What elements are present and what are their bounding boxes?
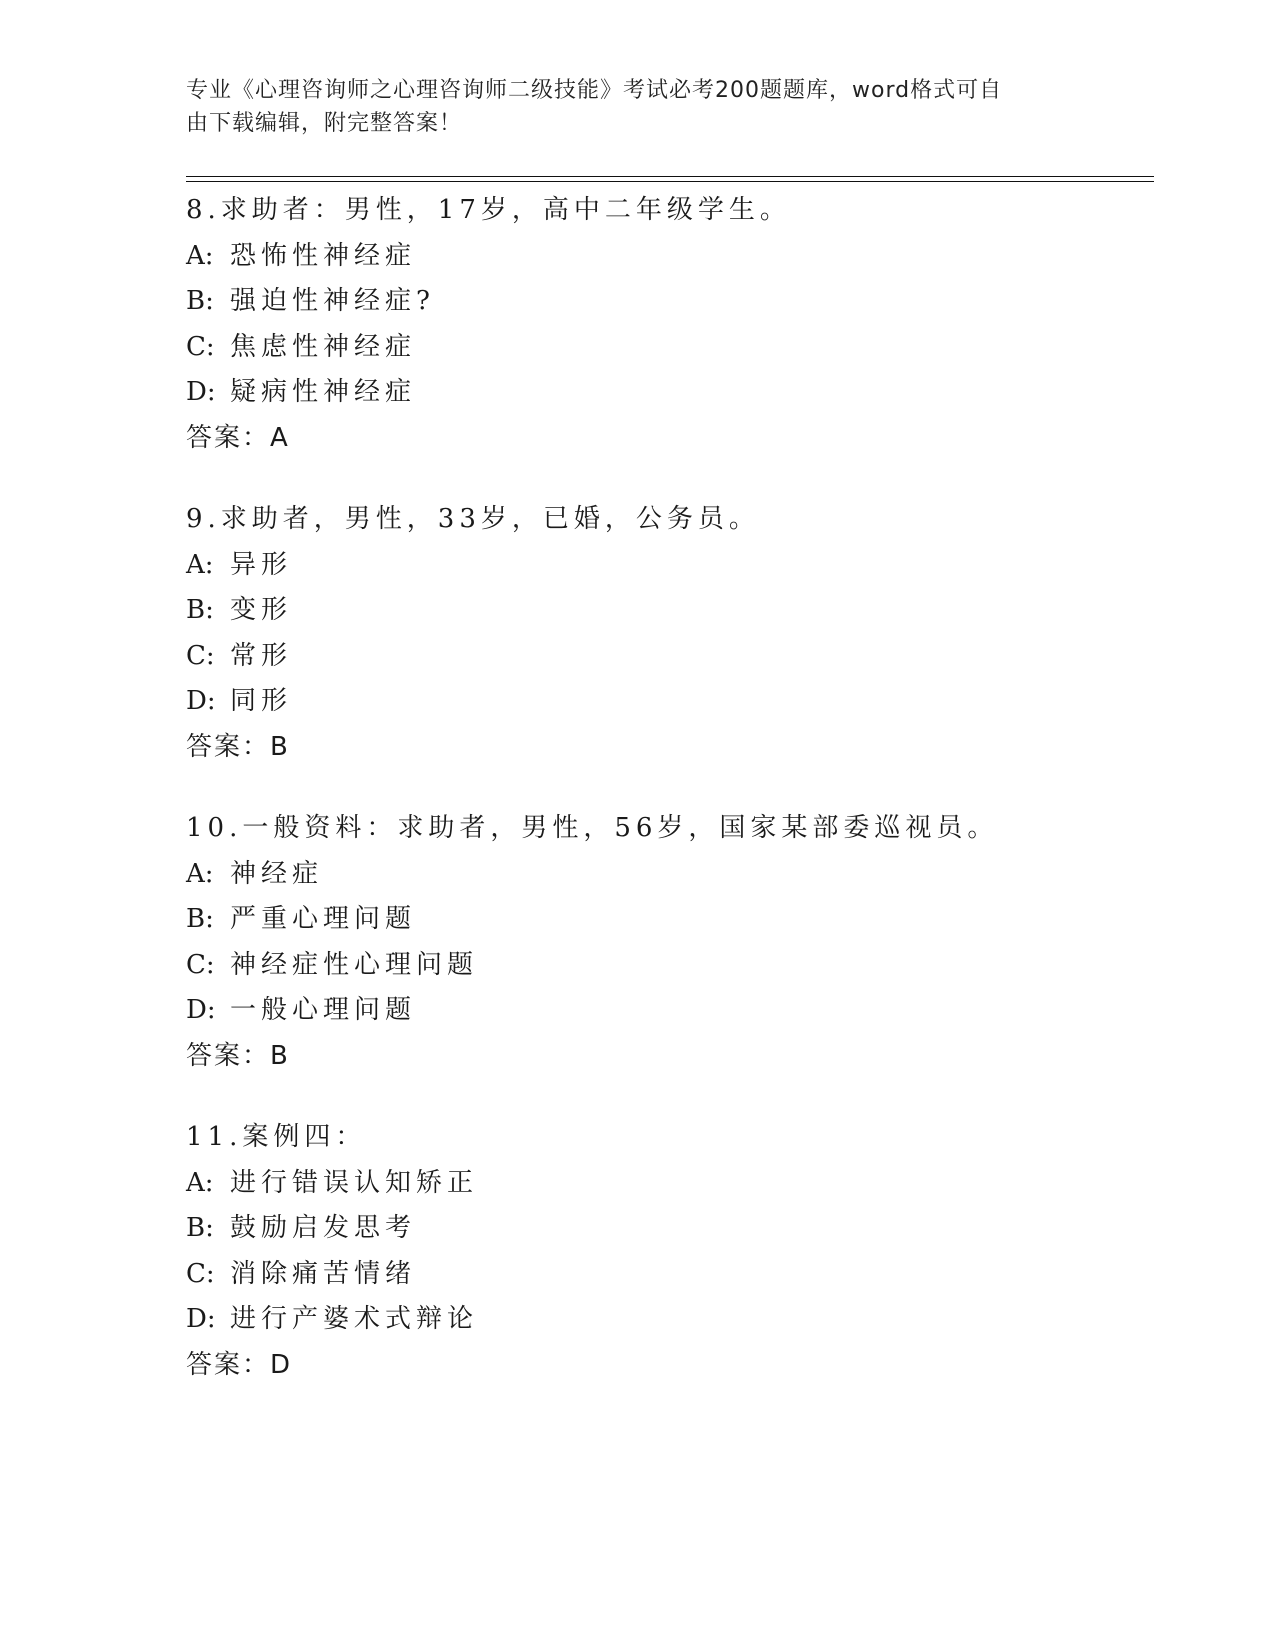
option-text: 进行产婆术式辩论: [230, 1304, 479, 1334]
option-key: B:: [186, 1213, 214, 1243]
option-text: 鼓励启发思考: [230, 1213, 417, 1243]
option-key: D:: [186, 686, 216, 716]
option-a: [186, 852, 1146, 898]
question-stem: 10.一般资料：求助者，男性，56岁，国家某部委巡视员。: [186, 813, 999, 843]
option-d: [186, 370, 1146, 416]
option-text: 进行错误认知矫正: [230, 1167, 479, 1198]
option-key: C:: [186, 1258, 215, 1289]
answer-line: 答案：D: [186, 1349, 293, 1380]
option-text: 常形: [230, 640, 293, 671]
answer-line: 答案：B: [186, 731, 290, 762]
question-stem: 8.求助者：男性，17岁，高中二年级学生。: [186, 195, 791, 225]
question-list: [186, 188, 1146, 1424]
question-item: [186, 1115, 1146, 1388]
question-stem: 11.案例四：: [186, 1122, 367, 1152]
option-key: A:: [186, 858, 214, 889]
option-text: 神经症性心理问题: [230, 949, 479, 980]
option-text: 严重心理问题: [230, 904, 417, 934]
header-divider-bottom: [186, 181, 1154, 182]
question-item: [186, 188, 1146, 461]
option-d: [186, 1297, 1146, 1343]
question-item: [186, 497, 1146, 770]
option-key: B:: [186, 595, 214, 625]
option-key: A:: [186, 1167, 214, 1198]
option-text: 焦虑性神经症: [230, 331, 417, 362]
option-text: 强迫性神经症?: [230, 286, 435, 316]
option-key: C:: [186, 949, 215, 980]
option-c: [186, 325, 1146, 371]
answer-line: 答案：A: [186, 422, 290, 453]
option-a: [186, 1161, 1146, 1207]
header-divider-top: [186, 176, 1154, 177]
question-item: [186, 806, 1146, 1079]
option-d: [186, 679, 1146, 725]
option-key: B:: [186, 286, 214, 316]
option-key: D:: [186, 377, 216, 407]
option-key: D:: [186, 1304, 216, 1334]
option-text: 一般心理问题: [230, 995, 417, 1025]
option-text: 变形: [230, 595, 293, 625]
option-text: 消除痛苦情绪: [230, 1258, 417, 1289]
option-b: [186, 1206, 1146, 1252]
option-c: [186, 1252, 1146, 1298]
document-header: [186, 74, 1066, 140]
option-a: [186, 234, 1146, 280]
header-intro-line-1: 专业《心理咨询师之心理咨询师二级技能》考试必考200题题库，word格式可自: [186, 78, 1003, 103]
option-key: D:: [186, 995, 216, 1025]
option-b: [186, 588, 1146, 634]
answer-line: 答案：B: [186, 1040, 290, 1071]
option-c: [186, 943, 1146, 989]
option-a: [186, 543, 1146, 589]
option-d: [186, 988, 1146, 1034]
option-text: 神经症: [230, 858, 324, 889]
option-key: B:: [186, 904, 214, 934]
option-text: 疑病性神经症: [230, 377, 417, 407]
option-key: A:: [186, 240, 214, 271]
option-text: 同形: [230, 686, 293, 716]
question-stem: 9.求助者，男性，33岁，已婚，公务员。: [186, 504, 760, 534]
header-intro-line-2: 由下载编辑，附完整答案！: [186, 111, 463, 136]
option-b: [186, 897, 1146, 943]
option-c: [186, 634, 1146, 680]
option-key: C:: [186, 331, 215, 362]
option-text: 恐怖性神经症: [230, 240, 417, 271]
option-key: A:: [186, 549, 214, 580]
option-b: [186, 279, 1146, 325]
option-key: C:: [186, 640, 215, 671]
option-text: 异形: [230, 549, 293, 580]
